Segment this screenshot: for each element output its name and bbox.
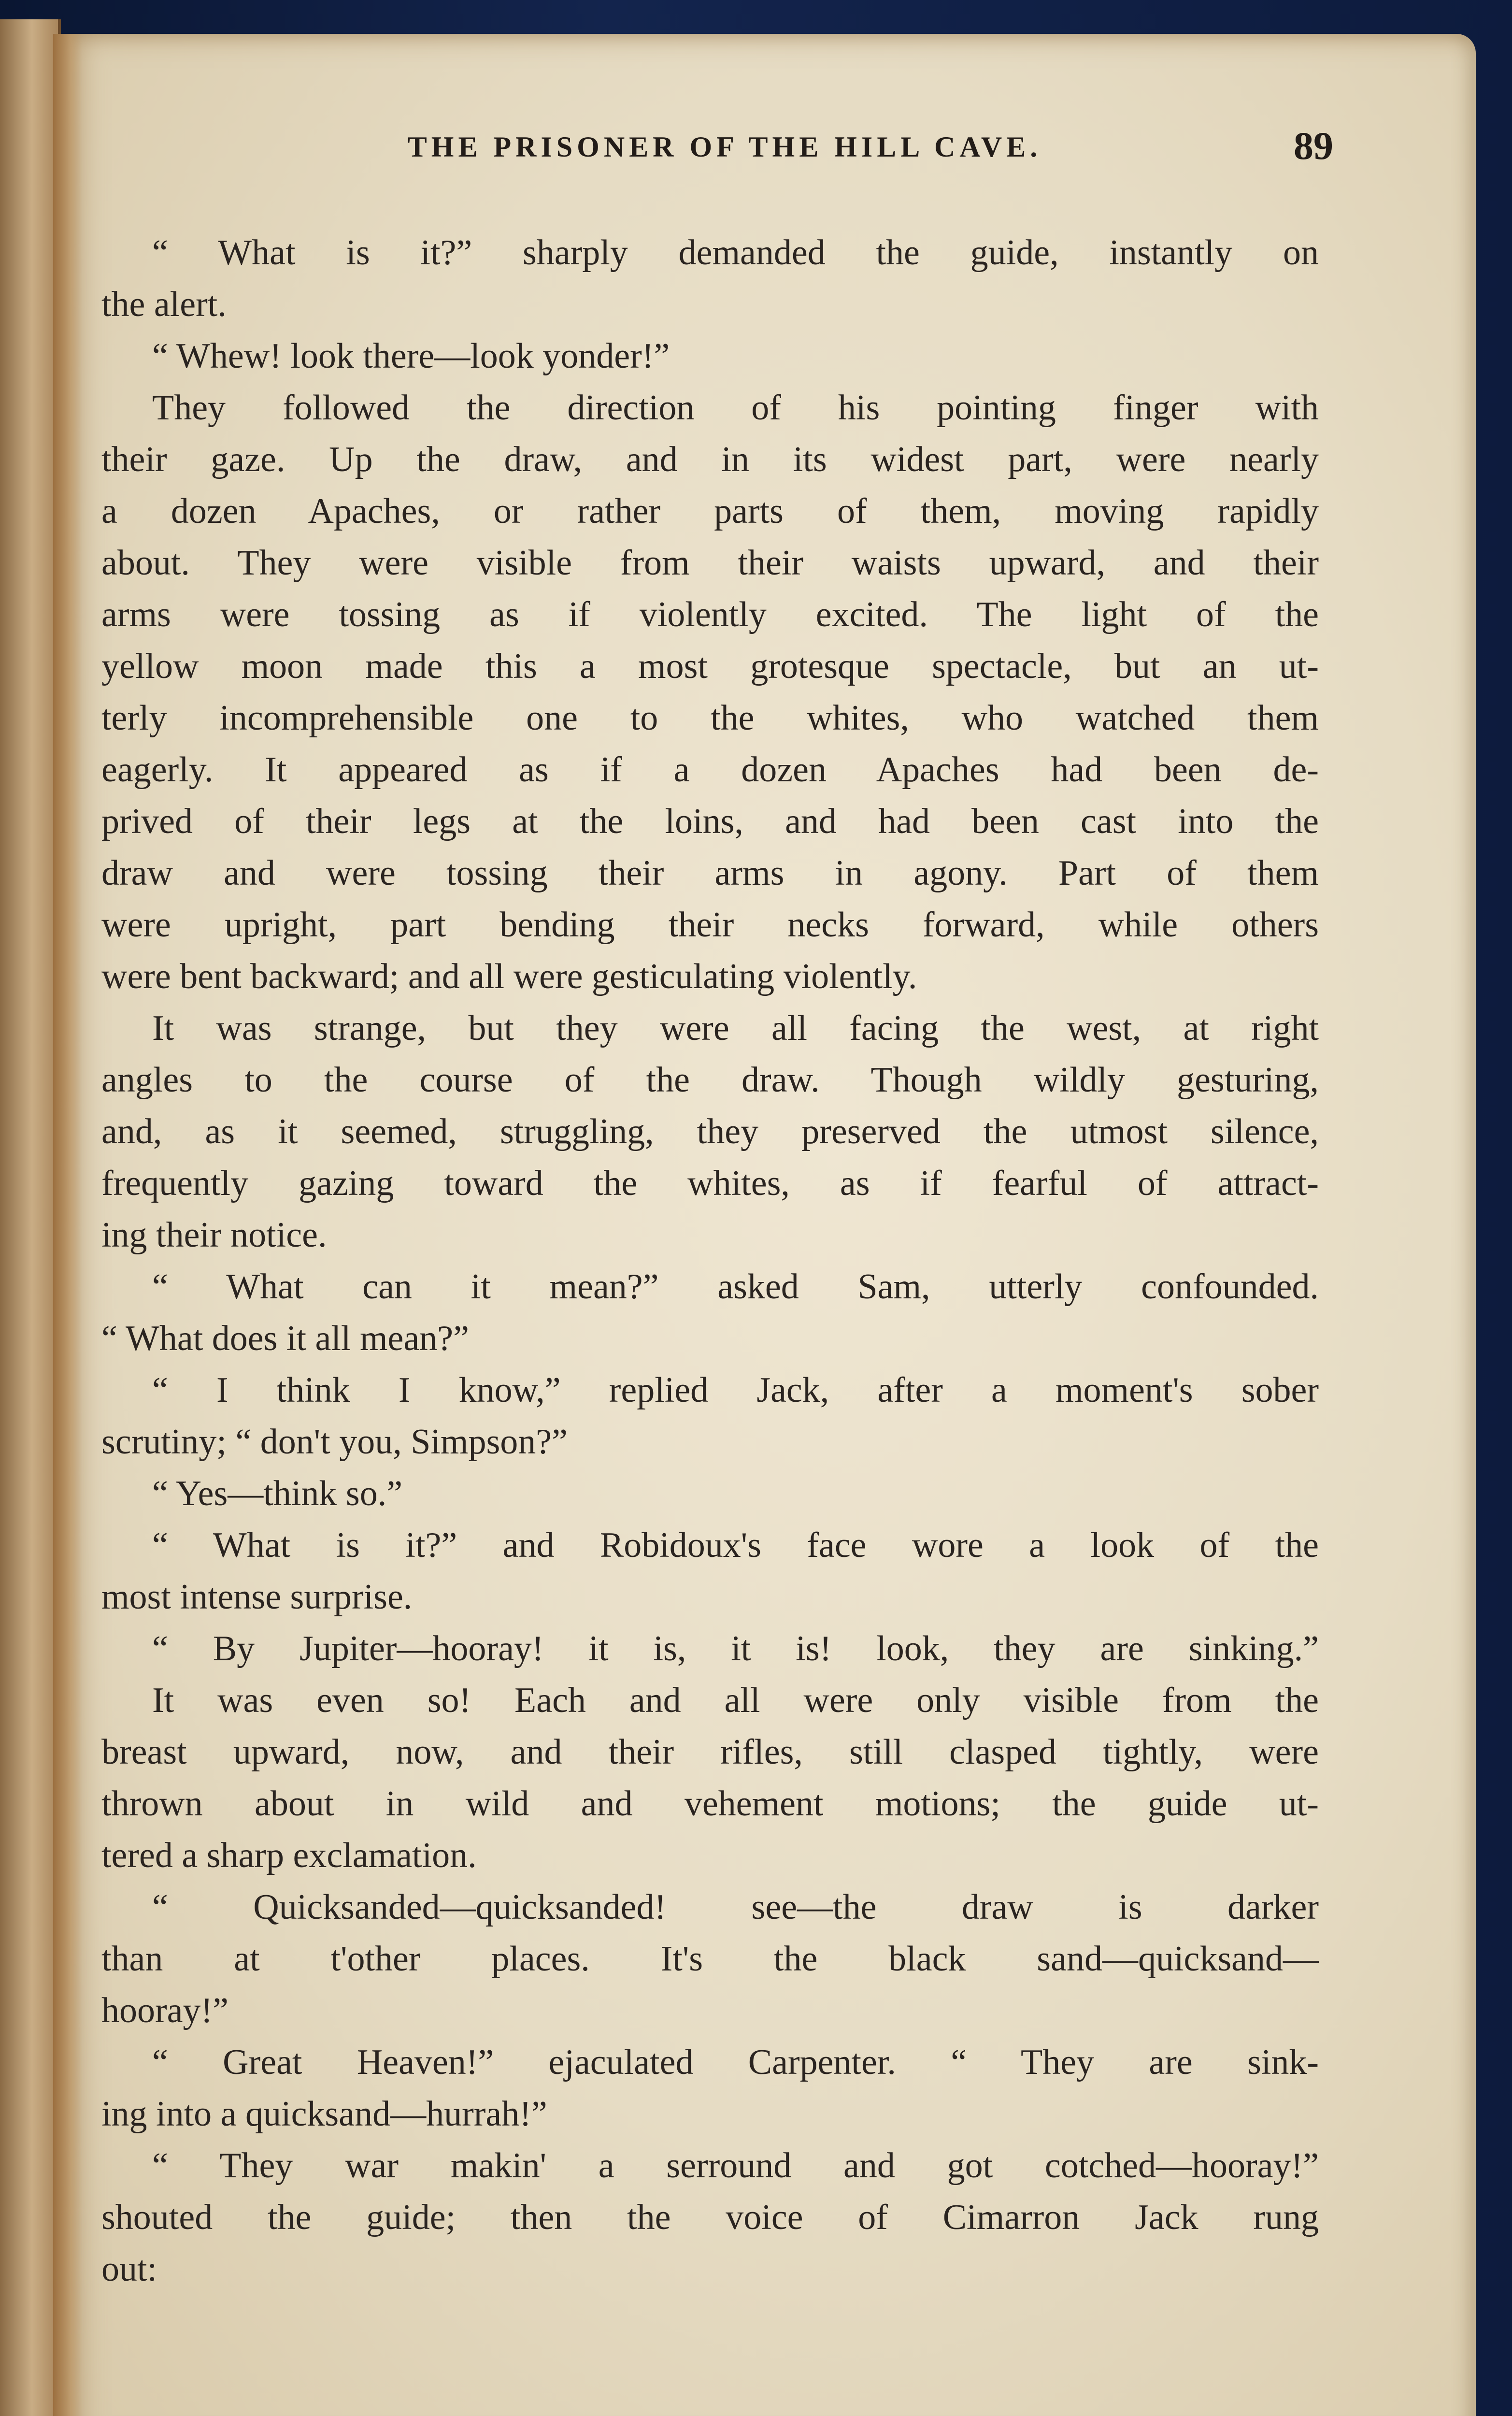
text-line: “ What does it all mean?” <box>101 1319 469 1358</box>
text-line: breast upward, now, and their rifles, still clasped tightly, were <box>101 1732 1319 1772</box>
text-line: “ Whew! look there—look yonder!” <box>152 336 670 376</box>
text-line: They followed the direction of his pointing finger with <box>152 388 1319 428</box>
text-line: hooray!” <box>101 1991 228 2030</box>
text-line: frequently gazing toward the whites, as if fearful of attract- <box>101 1164 1319 1203</box>
body-text <box>101 227 1319 2295</box>
text-line: “ What is it?” sharply demanded the guide, instantly on <box>152 233 1319 273</box>
text-line: yellow moon made this a most grotesque spectacle, but an ut- <box>101 647 1319 686</box>
page-gutter <box>53 34 82 2416</box>
text-line: most intense surprise. <box>101 1577 413 1617</box>
text-line: “ What is it?” and Robidoux's face wore a look of the <box>152 1525 1319 1565</box>
left-page-edge <box>0 19 61 2416</box>
text-line: thrown about in wild and vehement motions; the guide ut- <box>101 1784 1319 1824</box>
text-line: were bent backward; and all were gesticulating violently. <box>101 957 917 996</box>
text-line: prived of their legs at the loins, and had been cast into the <box>101 802 1319 841</box>
text-line: scrutiny; “ don't you, Simpson?” <box>101 1422 568 1462</box>
page-number: 89 <box>1294 124 1333 168</box>
text-line: “ By Jupiter—hooray! it is, it is! look, they are sinking.” <box>152 1629 1319 1668</box>
text-line: It was strange, but they were all facing the west, at right <box>152 1008 1319 1048</box>
text-line: tered a sharp exclamation. <box>101 1836 477 1875</box>
text-line: about. They were visible from their waists upward, and their <box>101 543 1319 583</box>
text-line: were upright, part bending their necks forward, while others <box>101 905 1319 945</box>
text-line: than at t'other places. It's the black sand—quicksand— <box>101 1939 1319 1979</box>
text-line: their gaze. Up the draw, and in its widest part, were nearly <box>101 440 1319 479</box>
text-line: draw and were tossing their arms in agony. Part of them <box>101 853 1319 893</box>
text-line: the alert. <box>101 285 227 324</box>
text-line: ing their notice. <box>101 1215 327 1255</box>
text-line: “ Yes—think so.” <box>152 1474 403 1513</box>
text-line: terly incomprehensible one to the whites, who watched them <box>101 698 1319 738</box>
text-line: a dozen Apaches, or rather parts of them, moving rapidly <box>101 491 1319 531</box>
text-line: angles to the course of the draw. Though wildly gesturing, <box>101 1060 1319 1100</box>
text-line: and, as it seemed, struggling, they preserved the utmost silence, <box>101 1112 1319 1151</box>
text-line: ing into a quicksand—hurrah!” <box>101 2094 547 2134</box>
text-line: “ I think I know,” replied Jack, after a moment's sober <box>152 1370 1319 1410</box>
text-line: shouted the guide; then the voice of Cimarron Jack rung <box>101 2198 1319 2237</box>
running-head: THE PRISONER OF THE HILL CAVE. <box>407 131 1042 163</box>
text-line: eagerly. It appeared as if a dozen Apaches had been de- <box>101 750 1319 790</box>
text-line: out: <box>101 2249 157 2289</box>
text-line: It was even so! Each and all were only visible from the <box>152 1681 1319 1720</box>
text-line: arms were tossing as if violently excited. The light of the <box>101 595 1319 634</box>
text-line: “ Great Heaven!” ejaculated Carpenter. “ They are sink- <box>152 2042 1319 2082</box>
text-line: “ Quicksanded—quicksanded! see—the draw is darker <box>152 1887 1319 1927</box>
text-line: “ What can it mean?” asked Sam, utterly confounded. <box>152 1267 1319 1307</box>
text-line: “ They war makin' a serround and got cotched—hooray!” <box>152 2146 1319 2186</box>
